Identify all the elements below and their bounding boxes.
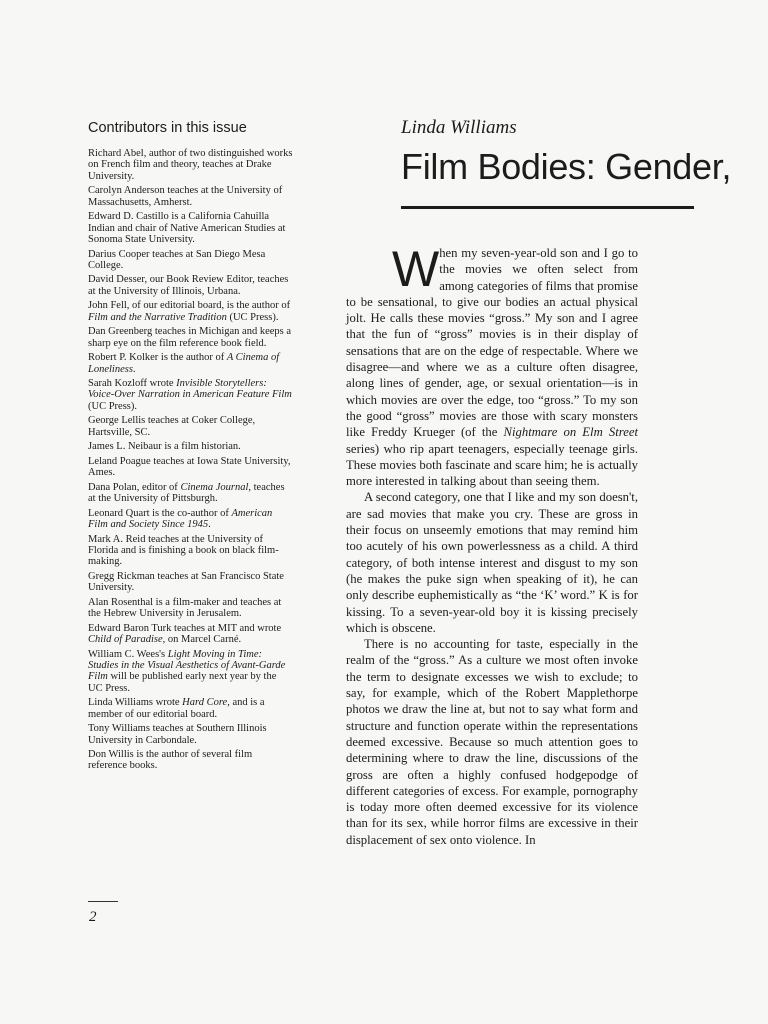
text-run: Dan Greenberg teaches in Michigan and keeps a sharp eye on the film reference book field.	[88, 326, 292, 349]
text-run: .	[208, 519, 211, 530]
contributor-entry	[88, 597, 293, 620]
contributor-entry	[88, 211, 293, 245]
contributor-entry	[88, 148, 293, 182]
italic-title: Child of Paradise	[88, 634, 163, 646]
text-run: , and is a member of our editorial board.	[88, 697, 265, 720]
text-run: James L. Neibaur is a film historian.	[88, 441, 241, 453]
contributor-entry	[88, 649, 293, 695]
text-run: There is no accounting for taste, especially in the realm of the “gross.” As a culture we most often invoke the term to designate excesses we wish to exclude; to say, for example, which of the Robert Mapplethorpe photos we draw the line at, but not to say what form and structure and function operate within the representations deemed excessive. Because so much attention goes to determining where to draw the line, discussions of the gross are often a highly confused hodgepodge of different categories of excess. For example, pornography is today more often deemed excessive for its violence than for its sex, while horror films are excessive in their displacement of sex onto violence. In	[346, 637, 638, 847]
footer-rule	[88, 901, 118, 902]
contributor-entry	[88, 274, 293, 297]
contributor-entry	[88, 456, 293, 479]
italic-title: American Film and Society Since 1945	[88, 507, 273, 530]
contributor-entry	[88, 534, 293, 568]
contributors-heading: Contributors in this issue	[88, 120, 247, 136]
text-run: Darius Cooper teaches at San Diego Mesa College.	[88, 248, 266, 271]
contributor-entry	[88, 697, 293, 720]
text-run: Edward Baron Turk teaches at MIT and wrote	[88, 622, 282, 634]
body-paragraph	[346, 489, 638, 636]
contributor-entry	[88, 571, 293, 594]
text-run: Robert P. Kolker is the author of	[88, 352, 227, 364]
text-run: Don Willis is the author of several film reference books.	[88, 749, 253, 772]
text-run: (UC Press).	[88, 400, 137, 412]
contributor-entry	[88, 749, 293, 772]
text-run: William C. Wees's	[88, 648, 168, 660]
italic-title: Cinema Journal	[180, 481, 249, 493]
italic-title: Hard Core	[182, 697, 228, 709]
text-run: Alan Rosenthal is a film-maker and teaches at the Hebrew University in Jerusalem.	[88, 596, 282, 620]
contributor-entry	[88, 185, 293, 208]
title-rule	[401, 206, 694, 209]
contributor-entry	[88, 415, 293, 438]
text-run: , on Marcel Carné.	[162, 634, 242, 646]
text-run: (UC Press).	[226, 311, 279, 323]
contributor-entry	[88, 441, 293, 452]
contributor-entry	[88, 723, 293, 746]
contributor-entry	[88, 249, 293, 272]
drop-cap: W	[392, 241, 440, 297]
text-run: Linda Williams wrote	[88, 697, 183, 709]
contributors-list	[88, 148, 293, 772]
article-author: Linda Williams	[401, 117, 517, 138]
article-body	[346, 241, 638, 848]
text-run: Dana Polan, editor of	[88, 481, 181, 493]
page-number: 2	[89, 909, 97, 925]
text-run: series) who rip apart teenagers, especially teenage girls. These movies both fascinate and scare him; he is actually more interested in talking about than seeing them.	[346, 441, 638, 489]
article-title: Film Bodies: Gender,	[401, 146, 732, 187]
text-run: will be published early next year by the UC Press.	[88, 671, 277, 694]
text-run: Leonard Quart is the co-author of	[88, 507, 232, 519]
text-run: Edward D. Castillo is a California Cahuilla Indian and chair of Native American Studies at Sonoma State University.	[88, 211, 286, 246]
text-run: Gregg Rickman teaches at San Francisco State University.	[88, 570, 284, 594]
italic-title: Film and the Narrative Tradition	[88, 311, 227, 323]
contributor-entry	[88, 326, 293, 349]
italic-title: Light Moving in Time: Studies in the Visual Aesthetics of Avant-Garde Film	[88, 648, 286, 683]
text-run: Mark A. Reid teaches at the University of Florida and is finishing a book on black film-making.	[88, 533, 279, 568]
text-run: Richard Abel, author of two distinguished works on French film and theory, teaches at Drake University.	[88, 148, 293, 182]
contributor-entry	[88, 378, 293, 412]
contributor-entry	[88, 623, 293, 646]
text-run: hen my seven-year-old son and I go to the movies we often select from among categories of films that promise to be sensational, to give our bodies an actual physical jolt. He calls these movies “gross.” My son and I agree that the fun of “gross” movies is in their display of sensations that are on the edge of respectable. Where we disagree—and where we as a culture often disagree, along lines of gender, age, or sexual orientation—is in which movies are over the edge, too “gross.” To my son the good “gross” movies are those with scary monsters like Freddy Krueger (of the	[346, 246, 638, 440]
text-run: George Lellis teaches at Coker College, Hartsville, SC.	[88, 415, 256, 438]
text-run: , teaches at the University of Pittsburgh.	[88, 481, 285, 505]
body-paragraph	[346, 241, 638, 489]
body-paragraph	[346, 636, 638, 848]
contributors-column	[88, 119, 293, 775]
contributor-entry	[88, 508, 293, 531]
italic-title: Nightmare on Elm Street	[503, 425, 638, 440]
text-run: Sarah Kozloff wrote	[88, 378, 177, 390]
text-run: David Desser, our Book Review Editor, teaches at the University of Illinois, Urbana.	[88, 274, 289, 297]
text-run: A second category, one that I like and my son doesn't, are sad movies that make you cry. These are gross in their focus on unseemly emotions that may remind him too acutely of his own powerlessness as a child. A third category, of both intense interest and disgust to my son (he makes the puke sign when speaking of it), he can only describe euphemistically as “the ‘K’ word.” K is for kissing. To a seven-year-old boy it is kissing precisely which is obscene.	[346, 490, 638, 635]
text-run: John Fell, of our editorial board, is the author of	[88, 300, 291, 312]
contributor-entry	[88, 482, 293, 505]
italic-title: Invisible Storytellers: Voice-Over Narration in American Feature Film	[88, 378, 292, 401]
contributor-entry	[88, 352, 293, 375]
text-run: Carolyn Anderson teaches at the University of Massachusetts, Amherst.	[88, 185, 283, 208]
italic-title: A Cinema of Loneliness	[88, 352, 280, 375]
text-run: Tony Williams teaches at Southern Illinois University in Carbondale.	[88, 723, 267, 746]
text-run: .	[132, 363, 136, 375]
contributor-entry	[88, 300, 293, 323]
text-run: Leland Poague teaches at Iowa State University, Ames.	[88, 455, 291, 479]
